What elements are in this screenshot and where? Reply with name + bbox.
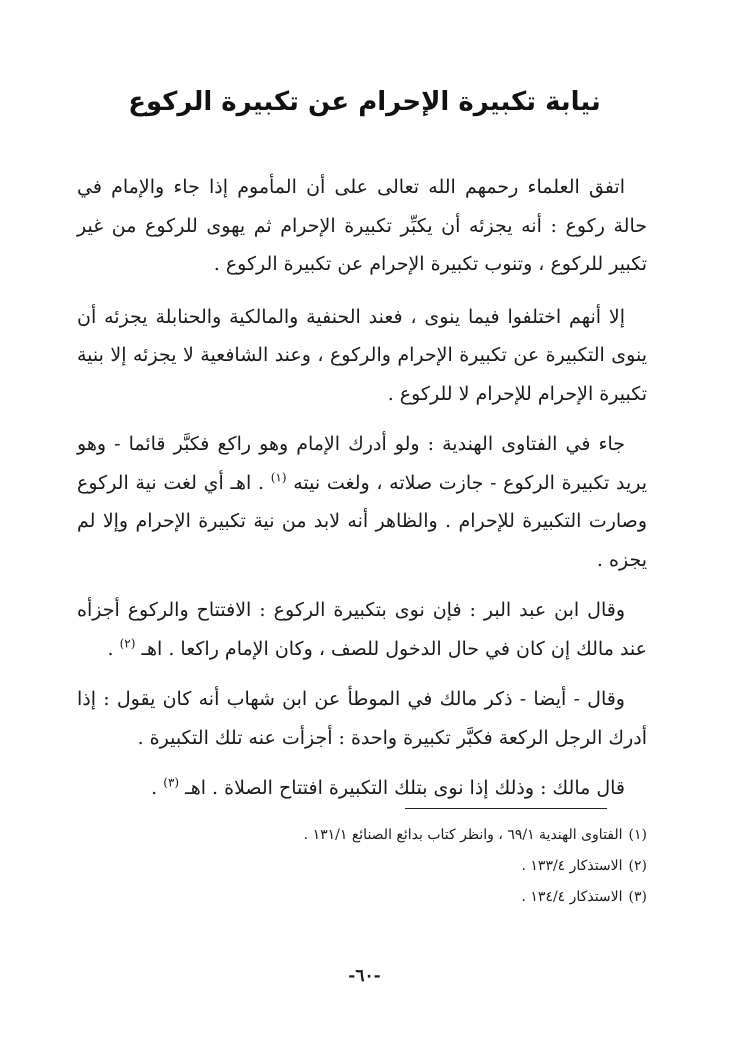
paragraph-4-text: وقال ابن عبد البر : فإن نوى بتكبيرة الركوع : الافتتاح والركوع أجزأه عند مالك إن كان في حال الدخول للصف ، وكان الإمام راكعا . اهـ	[77, 599, 647, 660]
paragraph-1: اتفق العلماء رحمهم الله تعالى على أن المأموم إذا جاء والإمام في حالة ركوع : أنه يجزئه أن يكبِّر تكبيرة الإحرام ثم يهوى للركوع من غير تكبير للركوع ، وتنوب تكبيرة الإحرام عن تكبيرة الركوع .	[77, 176, 647, 275]
paragraph-4-end: .	[107, 637, 114, 660]
paragraph-6-end: .	[151, 777, 158, 799]
paragraph-3-part1: جاء في الفتاوى الهندية : ولو أدرك الإمام وهو راكع فكبَّر قائما - وهو يريد تكبيرة الركوع - جازت صلاته ، ولغت نيته	[77, 433, 647, 494]
main-text	[77, 168, 647, 820]
footnote-text: الاستذكار ١٣٣/٤ .	[521, 858, 623, 874]
footnote-1	[87, 820, 647, 851]
footnote-number: (١)	[628, 827, 647, 843]
page-number: -٦٠-	[348, 966, 381, 986]
paragraph-3	[77, 425, 647, 579]
footnote-number: (٢)	[628, 858, 647, 874]
paragraph-3-part2: . اهـ أي لغت نية الركوع وصارت التكبيرة للإحرام . والظاهر أنه لابد من نية تكبيرة الإحرام وإلا لم يجزه .	[77, 471, 647, 571]
footnote-divider	[405, 808, 607, 809]
paragraph-5: وقال - أيضا - ذكر مالك في الموطأ عن ابن شهاب أنه كان يقول : إذا أدرك الرجل الركعة فكبَّر تكبيرة واحدة : أجزأت عنه تلك التكبيرة .	[77, 688, 647, 749]
page-title: نيابة تكبيرة الإحرام عن تكبيرة الركوع	[128, 87, 601, 117]
footnote-text: الفتاوى الهندية ٦٩/١ ، وانظر كتاب بدائع الصنائع ١٣١/١ .	[303, 827, 623, 843]
footnote-text: الاستذكار ١٣٤/٤ .	[521, 889, 623, 905]
paragraph-4	[77, 591, 647, 668]
footnote-3	[87, 882, 647, 913]
footnote-ref-1: (١)	[270, 470, 287, 485]
footnotes	[87, 820, 647, 913]
footnote-ref-3: (٣)	[163, 775, 180, 790]
paragraph-6	[77, 769, 647, 808]
footnote-ref-2: (٢)	[119, 636, 136, 651]
paragraph-6-text: قال مالك : وذلك إذا نوى بتلك التكبيرة افتتاح الصلاة . اهـ	[185, 777, 625, 799]
paragraph-2: إلا أنهم اختلفوا فيما ينوى ، فعند الحنفية والمالكية والحنابلة يجزئه أن ينوى التكبيرة عن تكبيرة الإحرام والركوع ، وعند الشافعية لا يجزئه إلا بنية تكبيرة الإحرام للإحرام لا للركوع .	[77, 305, 647, 405]
footnote-number: (٣)	[628, 889, 647, 905]
footnote-2	[87, 851, 647, 882]
